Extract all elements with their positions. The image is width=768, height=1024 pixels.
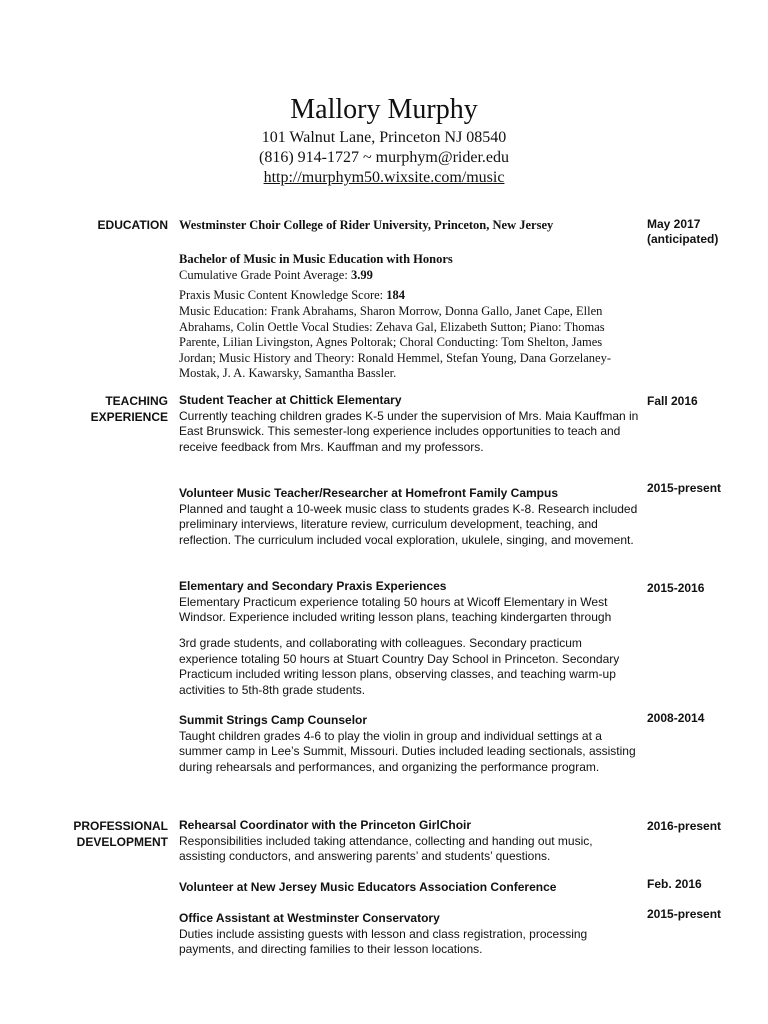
- teaching-entry-4-date: 2008-2014: [647, 711, 705, 725]
- section-label-teaching-line1: TEACHING: [105, 394, 168, 408]
- teaching-entry-1-date: Fall 2016: [647, 394, 698, 408]
- education-date-line1: May 2017: [647, 217, 701, 231]
- address-line: 101 Walnut Lane, Princeton NJ 08540: [261, 129, 507, 146]
- entry-title: Volunteer Music Teacher/Researcher at Homefront Family Campus: [179, 486, 559, 500]
- entry-title: Rehearsal Coordinator with the Princeton GirlChoir: [179, 818, 472, 832]
- entry-description: Elementary Practicum experience totaling 50 hours at Wicoff Elementary in West Windsor. Experience included writing lesson plans, teaching kindergarten through: [179, 594, 612, 624]
- professional-entry-1-date: 2016-present: [647, 819, 722, 833]
- entry-title: Elementary and Secondary Praxis Experiences: [179, 579, 447, 593]
- teaching-entry-1: [179, 393, 639, 455]
- entry-description: Responsibilities included taking attendance, collecting and handing out music, assisting conductors, and answering parents’ and students’ questions.: [179, 833, 593, 863]
- education-degree: Bachelor of Music in Music Education with Honors: [179, 252, 453, 266]
- section-label-teaching-line2: EXPERIENCE: [90, 410, 168, 424]
- entry-description: Taught children grades 4-6 to play the violin in group and individual settings at a summer camp in Lee’s Summit, Missouri. Duties included leading sectionals, assisting during rehearsals and performances, and organizing the performance program.: [179, 728, 636, 774]
- education-school: Westminster Choir College of Rider University, Princeton, New Jersey: [179, 218, 554, 232]
- professional-entry-1: [179, 818, 639, 865]
- entry-title: Summit Strings Camp Counselor: [179, 713, 368, 727]
- section-label-teaching: [18, 393, 168, 425]
- entry-description: Duties include assisting guests with lesson and class registration, processing payments, and directing families to their lesson locations.: [179, 926, 588, 956]
- section-label-professional-line1: PROFESSIONAL: [73, 819, 168, 833]
- applicant-name: Mallory Murphy: [290, 94, 478, 125]
- teaching-entry-2-date: 2015-present: [647, 481, 722, 495]
- education-gpa: [179, 268, 639, 284]
- resume-header: [0, 92, 768, 188]
- teaching-entry-3: [179, 579, 639, 626]
- entry-description: Planned and taught a 10-week music class to students grades K-8. Research included preliminary interviews, literature review, curriculum development, teaching, and reflection. The curriculum included vocal exploration, ukulele, singing, and movement.: [179, 501, 638, 547]
- praxis-value: 184: [386, 288, 406, 302]
- professional-entry-2-date: Feb. 2016: [647, 877, 702, 891]
- education-date-line2: (anticipated): [647, 232, 719, 246]
- teaching-entry-2: [179, 486, 639, 548]
- gpa-label: Cumulative Grade Point Average:: [179, 268, 348, 282]
- section-label-professional: [18, 818, 168, 850]
- contact-line: (816) 914-1727 ~ murphym@rider.edu: [258, 149, 509, 166]
- teaching-entry-3-date: 2015-2016: [647, 581, 705, 595]
- professional-entry-3: [179, 911, 639, 958]
- entry-title: Student Teacher at Chittick Elementary: [179, 393, 402, 407]
- professional-entry-2: [179, 880, 639, 896]
- teaching-entry-4: [179, 713, 639, 775]
- teaching-entry-3-continued: 3rd grade students, and collaborating with colleagues. Secondary practicum experience totaling 50 hours at Stuart Country Day School in Princeton. Secondary Practicum included writing lesson plans, observing classes, and teaching warm-up activities to 5th-8th grade students.: [179, 636, 620, 697]
- gpa-value: 3.99: [350, 268, 373, 282]
- praxis-label: Praxis Music Content Knowledge Score:: [179, 288, 384, 302]
- entry-description: Currently teaching children grades K-5 under the supervision of Mrs. Maia Kauffman in East Brunswick. This semester-long experience includes opportunities to teach and receive feedback from Mrs. Kauffman and my professors.: [179, 408, 639, 454]
- entry-title: Volunteer at New Jersey Music Educators Association Conference: [179, 880, 557, 894]
- entry-title: Office Assistant at Westminster Conservatory: [179, 911, 440, 925]
- section-label-professional-line2: DEVELOPMENT: [76, 835, 168, 849]
- website-link[interactable]: http://murphym50.wixsite.com/music: [263, 169, 505, 186]
- education-date: [647, 217, 762, 247]
- professional-entry-3-date: 2015-present: [647, 907, 722, 921]
- education-praxis: [179, 288, 639, 304]
- section-label-education: EDUCATION: [97, 218, 168, 232]
- education-faculty: Music Education: Frank Abrahams, Sharon Morrow, Donna Gallo, Janet Cape, Ellen Abrahams, Colin Oettle Vocal Studies: Zehava Gal, Elizabeth Sutton; Piano: Thomas Parente, Lilian Livingston, Agnes Poltorak; Choral Conducting: Tom Shelton, James Jordan; Music History and Theory: Ronald Hemmel, Stefan Young, Dana Gorzelaney-Mostak, J. A. Kawarsky, Samantha Bassler.: [179, 304, 611, 380]
